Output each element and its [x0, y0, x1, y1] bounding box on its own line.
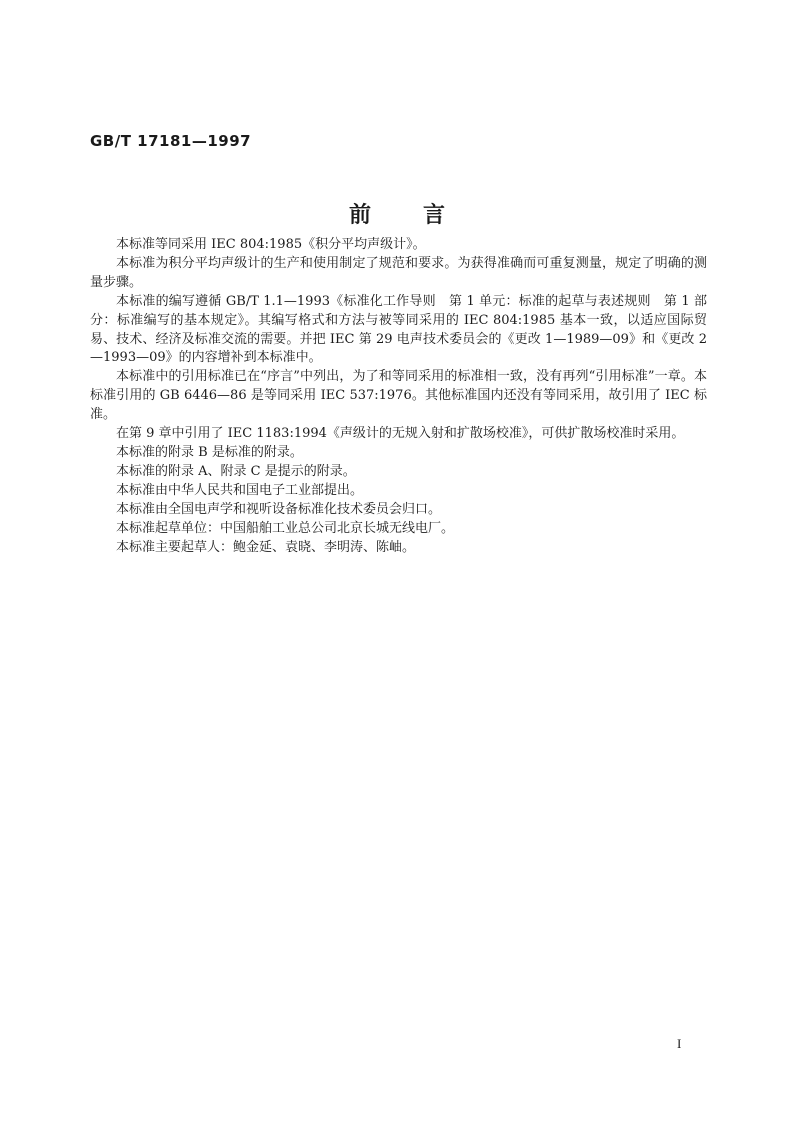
foreword-body [90, 236, 707, 557]
paragraph: 本标准的附录 A、附录 C 是提示的附录。 [116, 463, 356, 479]
section-title: 前言 [348, 203, 497, 228]
paragraph: 本标准的附录 B 是标准的附录。 [116, 444, 303, 460]
paragraph: 本标准等同采用 IEC 804:1985《积分平均声级计》。 [116, 237, 426, 252]
paragraph: 本标准中的引用标准已在“序言”中列出，为了和等同采用的标准相一致，没有再列“引用标准”一章。本标准引用的 GB 6446—86 是等同采用 IEC 537:1976。其他标准国内还没有等同采用，故引用了 IEC 标准。 [90, 369, 707, 423]
paragraph: 在第 9 章中引用了 IEC 1183:1994《声级计的无规入射和扩散场校准》，可供扩散场校准时采用。 [116, 426, 685, 442]
paragraph: 本标准为积分平均声级计的生产和使用制定了规范和要求。为获得准确而可重复测量，规定了明确的测量步骤。 [90, 255, 707, 290]
paragraph: 本标准的编写遵循 GB/T 1.1—1993《标准化工作导则 第 1 单元：标准的起草与表述规则 第 1 部分：标准编写的基本规定》。其编写格式和方法与被等同采用的 IEC 804:1985 基本一致，以适应国际贸易、技术、经济及标准交流的需要。并把 IEC 第 29 电声技术委员会的《更改 1—1989—09》和《更改 2—1993—09》的内容增补到本标准中。 [90, 293, 707, 366]
paragraph: 本标准由中华人民共和国电子工业部提出。 [116, 482, 364, 498]
paragraph: 本标准起草单位：中国船舶工业总公司北京长城无线电厂。 [116, 520, 455, 536]
page-number: I [677, 1036, 682, 1051]
standard-number: GB/T 17181—1997 [90, 132, 252, 150]
paragraph: 本标准主要起草人：鲍金延、袁晓、李明涛、陈岫。 [116, 539, 416, 555]
paragraph: 本标准由全国电声学和视听设备标准化技术委员会归口。 [116, 501, 442, 517]
